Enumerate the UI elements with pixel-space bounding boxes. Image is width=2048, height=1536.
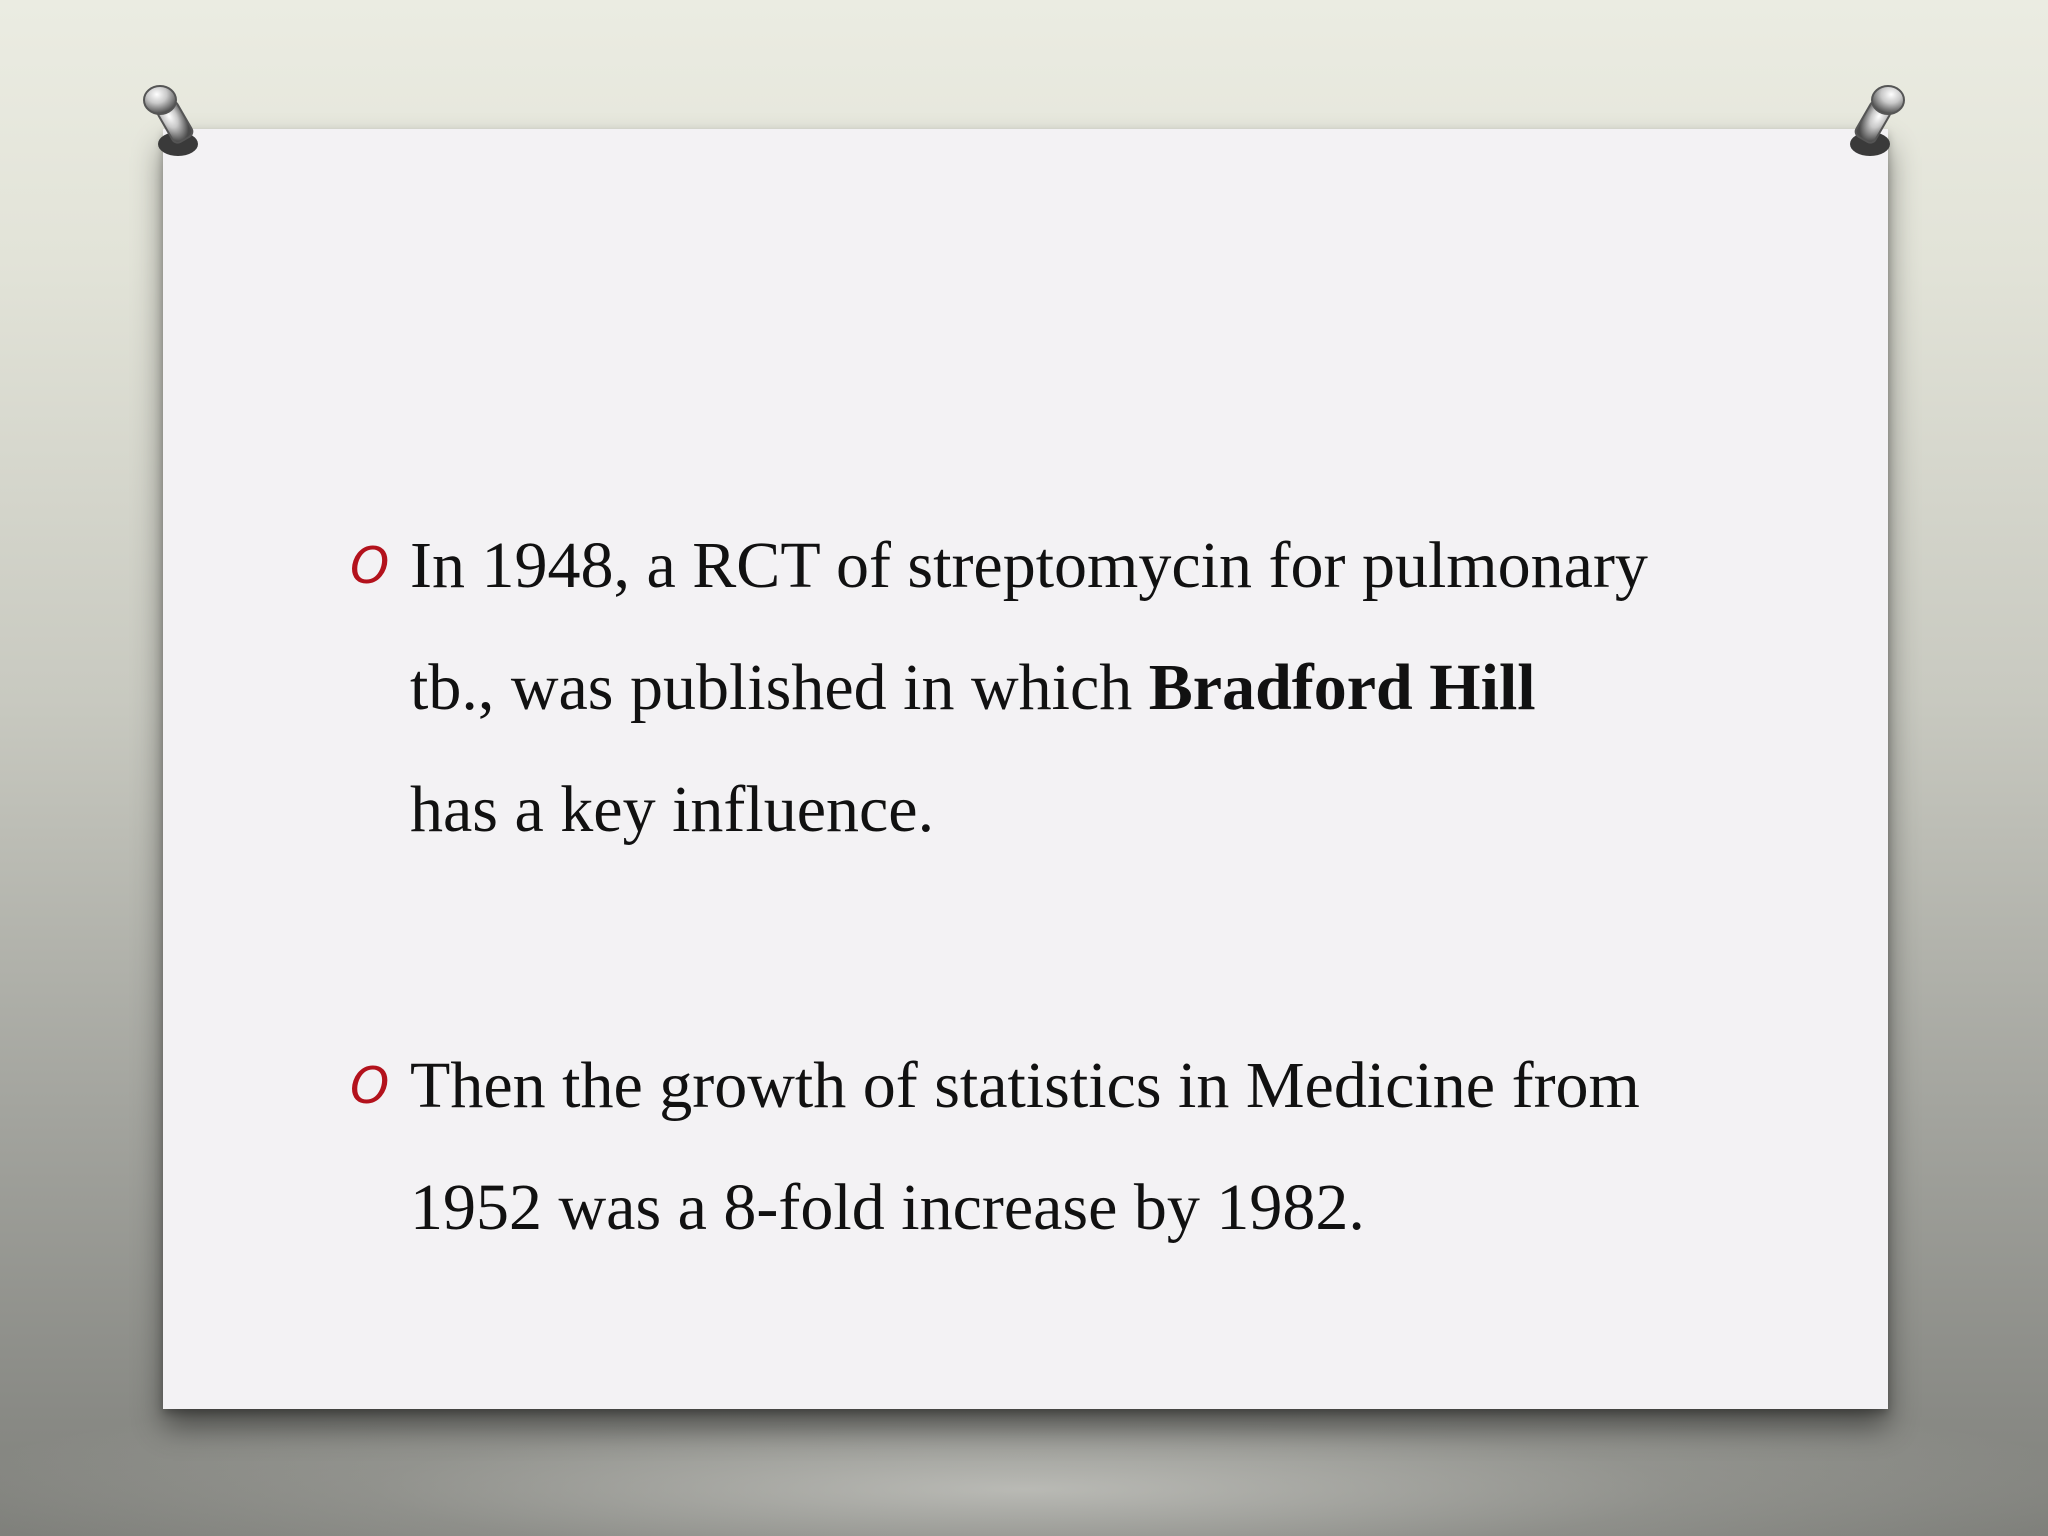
push-pin-icon: [1848, 82, 1908, 162]
bullet-line: In 1948, a RCT of streptomycin for pulmonary: [410, 529, 1648, 602]
bullet-emphasis: Bradford Hill: [1148, 651, 1536, 724]
bullet-line: [410, 627, 1730, 749]
bullet-marker-icon: O: [350, 1057, 390, 1115]
bullet-item: [350, 505, 1730, 871]
bullet-item: [350, 1025, 1730, 1269]
bullet-line: 1952 was a 8-fold increase by 1982.: [410, 1171, 1365, 1244]
bullet-text: tb., was published in which: [410, 651, 1149, 724]
bullet-list: [350, 505, 1730, 1269]
bullet-line: Then the growth of statistics in Medicine from: [410, 1049, 1640, 1122]
bullet-line: has a key influence.: [410, 773, 935, 846]
bullet-marker-icon: O: [350, 537, 390, 595]
push-pin-icon: [140, 82, 200, 162]
